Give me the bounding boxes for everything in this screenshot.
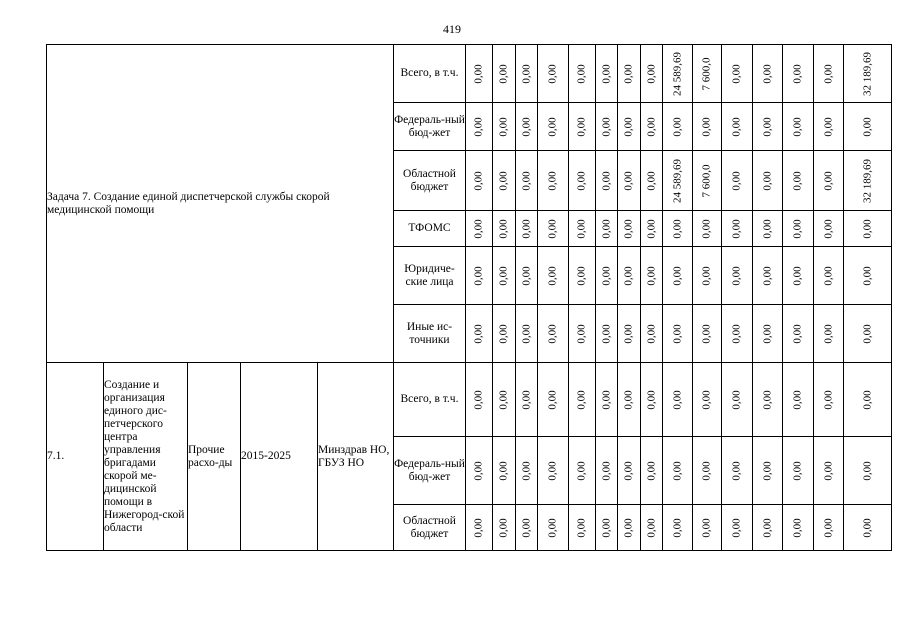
value-text: 0,00 [600,265,612,286]
value-cell [466,103,493,151]
value-cell [814,45,844,103]
value-text: 0,00 [546,265,559,286]
value-cell [844,305,892,363]
value-cell [722,151,753,211]
value-text: 0,00 [622,116,635,137]
value-text: 0,00 [730,170,743,191]
funding-source-cell: Федераль-ный бюд-жет [394,437,466,505]
value-text: 0,00 [546,517,559,538]
value-text: 7 600,0 [700,164,713,197]
value-cell [466,305,493,363]
value-cell [783,363,814,437]
value-text: 0,00 [761,323,773,344]
value-cell [466,45,493,103]
value-text: 0,00 [622,170,635,191]
value-cell [569,505,596,551]
value-cell [814,437,844,505]
value-text: 0,00 [861,265,873,286]
value-text: 0,00 [645,265,657,286]
value-text: 0,00 [791,170,804,191]
value-cell [641,437,663,505]
value-cell [783,305,814,363]
value-text: 0,00 [761,460,773,481]
value-cell [493,45,516,103]
value-text: 0,00 [791,460,804,481]
value-cell [753,363,783,437]
value-cell [783,151,814,211]
value-text: 0,00 [575,63,588,84]
value-cell [466,247,493,305]
value-text: 0,00 [497,323,510,344]
funding-source-cell: Иные ис-точники [394,305,466,363]
funding-source-cell: Областной бюджет [394,151,466,211]
value-text: 0,00 [700,460,713,481]
item-number-cell: 7.1. [47,363,104,551]
value-text: 0,00 [575,323,588,344]
value-text: 0,00 [645,389,657,410]
value-text: 0,00 [730,218,743,239]
funding-source-cell: Всего, в т.ч. [394,45,466,103]
value-text: 0,00 [861,389,873,410]
value-text: 0,00 [645,63,657,84]
executors-cell: Минздрав НО, ГБУЗ НО [318,363,394,551]
value-cell [538,151,569,211]
value-cell [538,437,569,505]
value-text: 0,00 [861,460,873,481]
value-cell [844,45,892,103]
value-text: 0,00 [600,460,612,481]
value-cell [538,505,569,551]
value-text: 0,00 [575,116,588,137]
value-text: 0,00 [472,460,485,481]
value-text: 0,00 [520,265,532,286]
value-text: 0,00 [575,265,588,286]
value-cell [783,211,814,247]
value-cell [493,363,516,437]
value-text: 0,00 [730,265,743,286]
value-cell [466,151,493,211]
value-text: 0,00 [645,460,657,481]
value-cell [844,247,892,305]
value-text: 0,00 [472,389,485,410]
value-cell [753,305,783,363]
value-cell [663,211,693,247]
value-cell [618,103,641,151]
value-text: 0,00 [520,116,532,137]
value-text: 32 189,69 [861,158,873,203]
value-cell [516,211,538,247]
value-cell [493,151,516,211]
value-cell [844,505,892,551]
value-text: 0,00 [822,265,834,286]
value-text: 0,00 [600,323,612,344]
funding-source-cell: Областной бюджет [394,505,466,551]
value-cell [693,211,722,247]
value-text: 0,00 [622,265,635,286]
funding-source-cell: Всего, в т.ч. [394,363,466,437]
value-text: 0,00 [700,389,713,410]
value-text: 0,00 [761,265,773,286]
value-cell [753,247,783,305]
value-text: 0,00 [472,323,485,344]
value-cell [753,103,783,151]
value-cell [641,151,663,211]
value-text: 0,00 [730,323,743,344]
value-text: 0,00 [671,265,683,286]
value-text: 0,00 [472,170,485,191]
value-cell [693,103,722,151]
value-text: 0,00 [730,460,743,481]
value-text: 0,00 [546,323,559,344]
value-text: 32 189,69 [861,51,873,96]
value-cell [569,437,596,505]
value-cell [663,151,693,211]
value-cell [814,103,844,151]
value-cell [753,211,783,247]
value-text: 0,00 [497,218,510,239]
value-text: 0,00 [497,460,510,481]
value-cell [596,363,618,437]
value-cell [516,305,538,363]
value-text: 0,00 [700,218,713,239]
value-cell [753,45,783,103]
value-cell [493,211,516,247]
value-text: 0,00 [730,63,743,84]
funding-source-cell: Федераль-ный бюд-жет [394,103,466,151]
value-cell [722,505,753,551]
value-text: 0,00 [600,218,612,239]
value-cell [814,505,844,551]
value-text: 0,00 [730,517,743,538]
value-text: 0,00 [546,63,559,84]
value-text: 0,00 [822,517,834,538]
value-cell [516,505,538,551]
value-cell [466,211,493,247]
funding-source-cell: Юридиче-ские лица [394,247,466,305]
value-text: 0,00 [520,323,532,344]
value-text: 0,00 [520,63,532,84]
value-text: 0,00 [520,218,532,239]
value-text: 0,00 [761,63,773,84]
budget-table [46,44,892,551]
value-cell [722,45,753,103]
value-text: 0,00 [645,323,657,344]
value-cell [493,505,516,551]
value-text: 0,00 [546,218,559,239]
value-cell [783,45,814,103]
value-text: 0,00 [575,389,588,410]
value-text: 0,00 [520,517,532,538]
value-cell [693,505,722,551]
value-text: 0,00 [791,116,804,137]
value-cell [618,151,641,211]
value-text: 0,00 [671,116,683,137]
value-text: 0,00 [822,460,834,481]
value-text: 0,00 [671,460,683,481]
value-cell [641,305,663,363]
value-cell [722,363,753,437]
value-text: 0,00 [622,517,635,538]
value-cell [693,45,722,103]
value-cell [516,151,538,211]
value-text: 0,00 [622,218,635,239]
value-text: 0,00 [520,460,532,481]
value-text: 0,00 [645,517,657,538]
value-text: 0,00 [600,63,612,84]
value-cell [844,151,892,211]
value-cell [663,437,693,505]
value-cell [618,45,641,103]
value-cell [641,211,663,247]
value-text: 0,00 [622,389,635,410]
value-cell [618,437,641,505]
value-cell [618,211,641,247]
value-cell [596,211,618,247]
value-text: 0,00 [671,389,683,410]
value-text: 0,00 [622,460,635,481]
value-cell [753,505,783,551]
value-text: 7 600,0 [700,57,713,90]
table-row [47,45,892,103]
value-cell [663,505,693,551]
value-cell [641,103,663,151]
value-cell [663,247,693,305]
value-cell [466,437,493,505]
value-text: 0,00 [730,116,743,137]
value-cell [783,437,814,505]
value-cell [753,437,783,505]
value-text: 0,00 [761,517,773,538]
value-text: 0,00 [575,517,588,538]
value-cell [516,45,538,103]
value-text: 0,00 [822,116,834,137]
value-cell [618,505,641,551]
value-cell [596,247,618,305]
value-text: 0,00 [645,170,657,191]
value-text: 0,00 [761,116,773,137]
value-cell [693,305,722,363]
value-cell [516,363,538,437]
value-cell [569,151,596,211]
value-cell [493,305,516,363]
item-name-cell: Создание и организация единого дис-петчерского центра управления бригадами скорой ме-дицинской помощи в Нижегород-ской области [104,363,188,551]
value-text: 0,00 [671,323,683,344]
value-cell [844,211,892,247]
value-text: 0,00 [645,116,657,137]
value-cell [516,247,538,305]
value-cell [663,45,693,103]
value-cell [722,437,753,505]
value-cell [538,363,569,437]
value-cell [618,305,641,363]
value-text: 0,00 [822,218,834,239]
value-text: 0,00 [791,389,804,410]
value-cell [663,363,693,437]
value-text: 0,00 [861,323,873,344]
value-cell [596,103,618,151]
value-cell [844,363,892,437]
table-row [47,363,892,437]
value-cell [466,363,493,437]
value-text: 0,00 [497,170,510,191]
value-cell [844,103,892,151]
value-cell [814,305,844,363]
value-cell [663,103,693,151]
value-text: 0,00 [600,170,612,191]
value-text: 0,00 [472,218,485,239]
value-cell [814,363,844,437]
value-cell [844,437,892,505]
value-text: 0,00 [730,389,743,410]
value-cell [516,437,538,505]
page-number: 419 [443,22,461,36]
value-text: 0,00 [861,517,873,538]
value-text: 0,00 [622,323,635,344]
value-text: 0,00 [761,389,773,410]
value-text: 0,00 [761,170,773,191]
value-text: 24 589,69 [671,51,683,96]
table-body [47,45,892,551]
value-text: 0,00 [822,63,834,84]
value-cell [722,211,753,247]
value-text: 0,00 [791,265,804,286]
value-text: 0,00 [472,116,485,137]
value-cell [569,363,596,437]
value-text: 0,00 [546,170,559,191]
value-cell [569,211,596,247]
funding-source-cell: ТФОМС [394,211,466,247]
task-title-cell [47,45,394,363]
value-cell [618,247,641,305]
value-cell [814,247,844,305]
value-text: 0,00 [546,460,559,481]
value-text: 0,00 [497,63,510,84]
value-cell [641,505,663,551]
value-text: 0,00 [671,517,683,538]
value-cell [569,305,596,363]
value-cell [783,505,814,551]
value-cell [569,103,596,151]
value-cell [596,305,618,363]
value-cell [618,363,641,437]
value-text: 0,00 [700,265,713,286]
value-text: 0,00 [472,63,485,84]
value-text: 0,00 [761,218,773,239]
value-text: 0,00 [497,116,510,137]
value-text: 0,00 [575,460,588,481]
value-cell [753,151,783,211]
value-cell [814,151,844,211]
value-cell [493,103,516,151]
value-cell [641,45,663,103]
value-text: 0,00 [600,517,612,538]
value-cell [641,363,663,437]
value-text: 0,00 [497,389,510,410]
value-text: 0,00 [520,170,532,191]
value-cell [596,151,618,211]
value-cell [722,305,753,363]
value-text: 0,00 [497,265,510,286]
value-cell [783,247,814,305]
value-cell [493,247,516,305]
value-cell [466,505,493,551]
value-text: 0,00 [791,218,804,239]
task-title: Задача 7. Создание единой диспетчерской службы скорой медицинской помощи [47,190,330,216]
value-cell [693,151,722,211]
value-text: 0,00 [700,116,713,137]
value-text: 0,00 [497,517,510,538]
value-text: 24 589,69 [671,158,683,203]
value-cell [596,437,618,505]
value-text: 0,00 [671,218,683,239]
value-cell [814,211,844,247]
value-cell [693,437,722,505]
value-cell [538,45,569,103]
value-cell [538,247,569,305]
value-text: 0,00 [472,517,485,538]
value-cell [722,103,753,151]
value-cell [493,437,516,505]
value-cell [641,247,663,305]
value-text: 0,00 [791,323,804,344]
value-text: 0,00 [822,389,834,410]
value-text: 0,00 [791,517,804,538]
value-cell [538,211,569,247]
value-text: 0,00 [600,116,612,137]
value-cell [569,45,596,103]
value-cell [569,247,596,305]
value-text: 0,00 [472,265,485,286]
value-cell [596,505,618,551]
value-cell [693,363,722,437]
value-text: 0,00 [861,218,873,239]
value-text: 0,00 [822,170,834,191]
value-cell [722,247,753,305]
value-text: 0,00 [645,218,657,239]
value-cell [783,103,814,151]
value-text: 0,00 [600,389,612,410]
value-text: 0,00 [622,63,635,84]
expense-type-cell: Прочие расхо-ды [188,363,241,551]
value-text: 0,00 [520,389,532,410]
period-cell: 2015-2025 [241,363,318,551]
value-cell [663,305,693,363]
value-text: 0,00 [546,389,559,410]
value-cell [538,103,569,151]
value-cell [516,103,538,151]
value-text: 0,00 [700,323,713,344]
value-cell [693,247,722,305]
value-cell [596,45,618,103]
value-text: 0,00 [575,170,588,191]
value-cell [538,305,569,363]
value-text: 0,00 [700,517,713,538]
value-text: 0,00 [822,323,834,344]
value-text: 0,00 [791,63,804,84]
value-text: 0,00 [575,218,588,239]
value-text: 0,00 [861,116,873,137]
value-text: 0,00 [546,116,559,137]
